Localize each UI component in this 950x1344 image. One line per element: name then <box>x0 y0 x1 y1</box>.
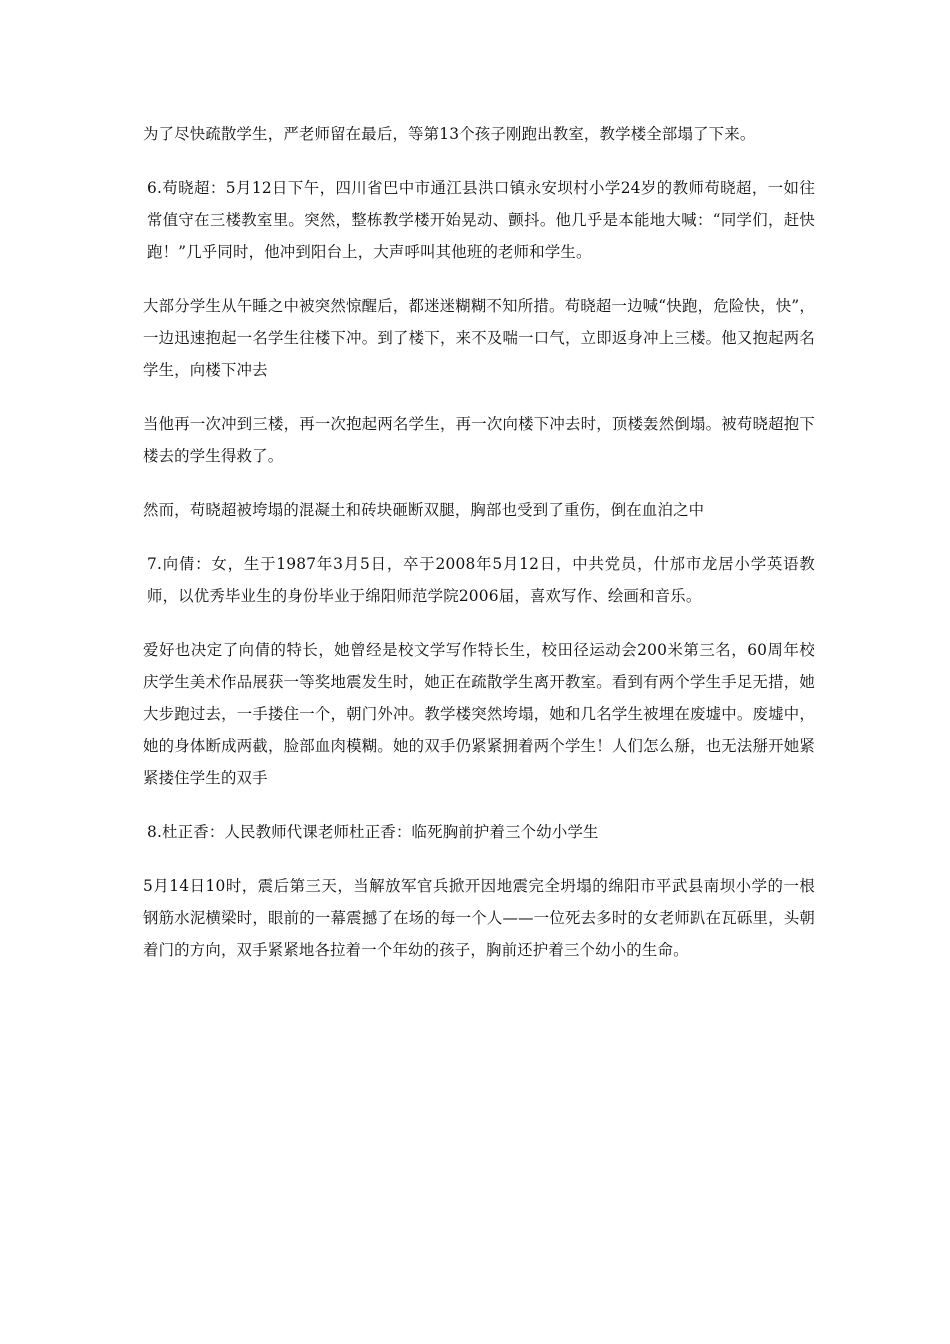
paragraph-1: 为了尽快疏散学生，严老师留在最后，等第13个孩子刚跑出教室，教学楼全部塌了下来。 <box>143 125 756 143</box>
paragraph-8-du-zhengxiang: 8.杜正香：人民教师代课老师杜正香：临死胸前护着三个幼小学生 <box>147 823 599 841</box>
paragraph-3: 大部分学生从午睡之中被突然惊醒后，都迷迷糊糊不知所措。苟晓超一边喊“快跑，危险快，快”，一边迅速抱起一名学生往楼下冲。到了楼下，来不及喘一口气，立即返身冲上三楼。他又抱起两名学生，向楼下冲去 <box>143 297 815 379</box>
paragraph-5: 然而，苟晓超被垮塌的混凝土和砖块砸断双腿，胸部也受到了重伤，倒在血泊之中 <box>143 501 705 519</box>
paragraph-2-gou-xiaochao: 6.苟晓超：5月12日下午，四川省巴中市通江县洪口镇永安坝村小学24岁的教师苟晓超，一如往常值守在三楼教室里。突然，整栋教学楼开始晃动、颤抖。他几乎是本能地大喊：“同学们，赶快跑！”几乎同时，他冲到阳台上，大声呼叫其他班的老师和学生。 <box>147 179 815 261</box>
paragraph-9: 5月14日10时，震后第三天，当解放军官兵掀开因地震完全坍塌的绵阳市平武县南坝小学的一根钢筋水泥横梁时，眼前的一幕震撼了在场的每一个人——一位死去多时的女老师趴在瓦砾里，头朝着门的方向，双手紧紧地各拉着一个年幼的孩子，胸前还护着三个幼小的生命。 <box>143 877 815 959</box>
paragraph-6-xiang-qian: 7.向倩：女，生于1987年3月5日，卒于2008年5月12日，中共党员，什邡市龙居小学英语教师，以优秀毕业生的身份毕业于绵阳师范学院2006届，喜欢写作、绘画和音乐。 <box>147 555 815 605</box>
paragraph-4: 当他再一次冲到三楼，再一次抱起两名学生，再一次向楼下冲去时，顶楼轰然倒塌。被苟晓超抱下楼去的学生得救了。 <box>143 415 815 465</box>
document-body <box>143 118 815 988</box>
paragraph-7: 爱好也决定了向倩的特长，她曾经是校文学写作特长生，校田径运动会200米第三名，60周年校庆学生美术作品展获一等奖地震发生时，她正在疏散学生离开教室。看到有两个学生手足无措，她大步跑过去，一手搂住一个，朝门外冲。教学楼突然垮塌，她和几名学生被埋在废墟中。废墟中，她的身体断成两截，脸部血肉模糊。她的双手仍紧紧拥着两个学生！人们怎么掰，也无法掰开她紧紧搂住学生的双手 <box>143 641 815 787</box>
